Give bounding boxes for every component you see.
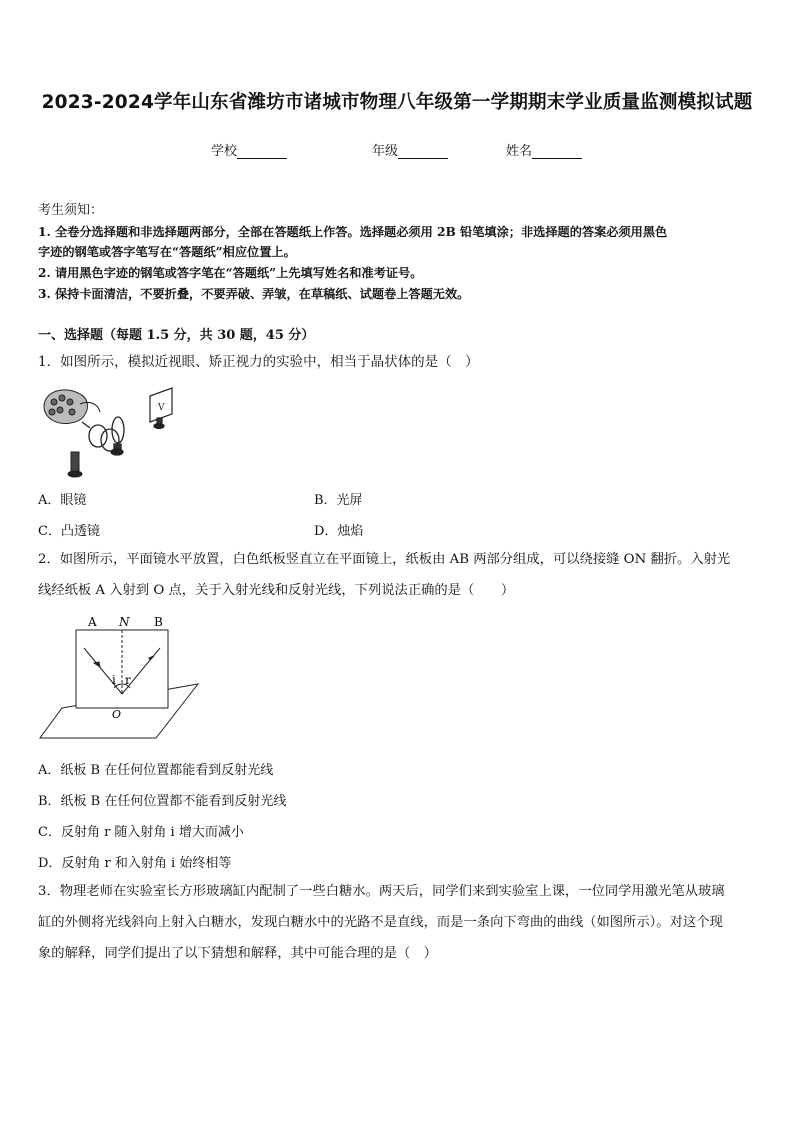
q1-figure — [38, 384, 188, 484]
name-label: 姓名 — [506, 144, 533, 159]
grade-blank[interactable] — [398, 145, 448, 159]
page-title: 2023-2024学年山东省潍坊市诸城市物理八年级第一学期期末学业质量监测模拟试题 — [41, 92, 753, 113]
q3-line2: 缸的外侧将光线斜向上射入白糖水，发现白糖水中的光路不是直线，而是一条向下弯曲的曲线（如图所示）。对这个现 — [38, 915, 723, 930]
q2-option-c[interactable]: C．反射角 r 随入射角 i 增大而减小 — [38, 825, 244, 840]
q3-line3: 象的解释，同学们提出了以下猜想和解释，其中可能合理的是（ ） — [38, 946, 437, 961]
name-field[interactable] — [506, 140, 582, 159]
notice-item-3: 3. 保持卡面清洁，不要折叠，不要弄破、弄皱，在草稿纸、试题卷上答题无效。 — [38, 287, 470, 301]
school-blank[interactable] — [237, 145, 287, 159]
candle-stand — [68, 452, 82, 477]
label-n: N — [119, 615, 130, 629]
q2-stem-line2: 线经纸板 A 入射到 O 点，关于入射光线和反射光线，下列说法正确的是（ ） — [38, 583, 515, 598]
q2-stem-line1: 2．如图所示，平面镜水平放置，白色纸板竖直立在平面镜上，纸板由 AB 两部分组成，可以绕接缝 ON 翻折。入射光 — [38, 552, 731, 567]
screen-label: V — [158, 403, 165, 413]
q1-option-a[interactable]: A．眼镜 — [38, 493, 87, 508]
notice-heading: 考生须知： — [38, 203, 104, 218]
q2-option-a[interactable]: A．纸板 B 在任何位置都能看到反射光线 — [38, 763, 274, 778]
flame-drawing — [44, 390, 100, 424]
name-blank[interactable] — [532, 145, 582, 159]
label-o: O — [112, 708, 122, 721]
school-field[interactable] — [211, 140, 287, 159]
notice-item-1: 1. 全卷分选择题和非选择题两部分，全部在答题纸上作答。选择题必须用 2B 铅笔填涂；非选择题的答案必须用黑色 — [38, 225, 668, 239]
label-b: B — [154, 615, 163, 629]
school-label: 学校 — [211, 144, 238, 159]
label-i: i — [112, 673, 116, 687]
grade-label: 年级 — [372, 144, 399, 159]
notice-item-1-cont: 字迹的钢笔或答字笔写在“答题纸”相应位置上。 — [38, 245, 296, 259]
q1-option-c[interactable]: C．凸透镜 — [38, 524, 100, 539]
label-r: r — [125, 673, 131, 687]
q3-line1: 3．物理老师在实验室长方形玻璃缸内配制了一些白糖水。两天后，同学们来到实验室上课，一位同学用激光笔从玻璃 — [38, 884, 725, 899]
q1-stem: 1．如图所示，模拟近视眼、矫正视力的实验中，相当于晶状体的是（ ） — [38, 354, 479, 370]
q2-option-d[interactable]: D．反射角 r 和入射角 i 始终相等 — [38, 856, 232, 871]
q1-option-d[interactable]: D．烛焰 — [314, 524, 364, 539]
light-screen — [150, 388, 172, 429]
convex-lens — [111, 417, 124, 455]
label-a: A — [88, 615, 97, 629]
q2-figure — [38, 614, 208, 742]
q2-option-b[interactable]: B．纸板 B 在任何位置都不能看到反射光线 — [38, 794, 287, 809]
grade-field[interactable] — [372, 140, 448, 159]
section-heading: 一、选择题（每题 1.5 分，共 30 题，45 分） — [38, 328, 315, 343]
q1-option-b[interactable]: B．光屏 — [314, 493, 363, 508]
notice-item-2: 2. 请用黑色字迹的钢笔或答字笔在“答题纸”上先填写姓名和准考证号。 — [38, 266, 423, 280]
